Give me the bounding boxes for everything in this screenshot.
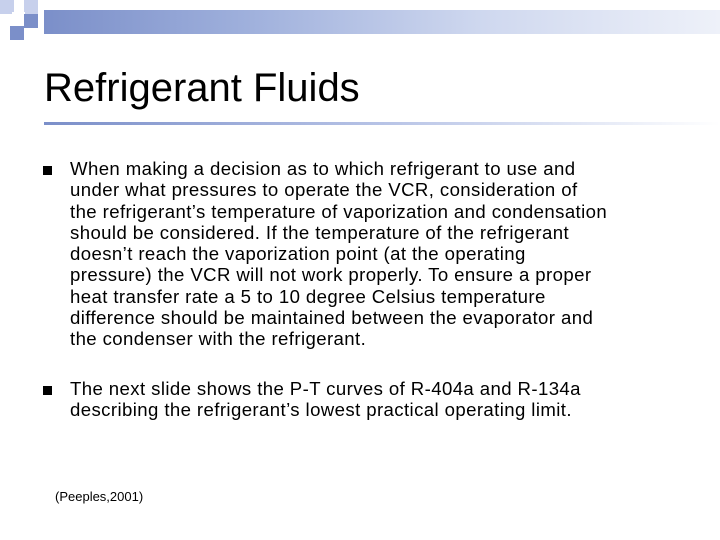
square-bullet-icon [43, 386, 52, 395]
header-band [44, 10, 720, 34]
square-bullet-icon [43, 166, 52, 175]
citation: (Peeples,2001) [55, 489, 144, 504]
title-underline [44, 122, 720, 125]
slide-title: Refrigerant Fluids [44, 66, 360, 110]
bullet-text: When making a decision as to which refrigerant to use and under what pressures to operate the VCR, consideration of the refrigerant’s temperature of vaporization and condensation should be considered. If the temperature of the refrigerant doesn’t reach the vaporization point (at the operating pressure) the VCR will not work properly. To ensure a proper heat transfer rate a 5 to 10 degree Celsius temperature difference should be maintained between the evaporator and the condenser with the refrigerant. [70, 158, 608, 350]
bullet-text: The next slide shows the P-T curves of R-404a and R-134a describing the refrigerant’s lowest practical operating limit. [70, 378, 581, 421]
